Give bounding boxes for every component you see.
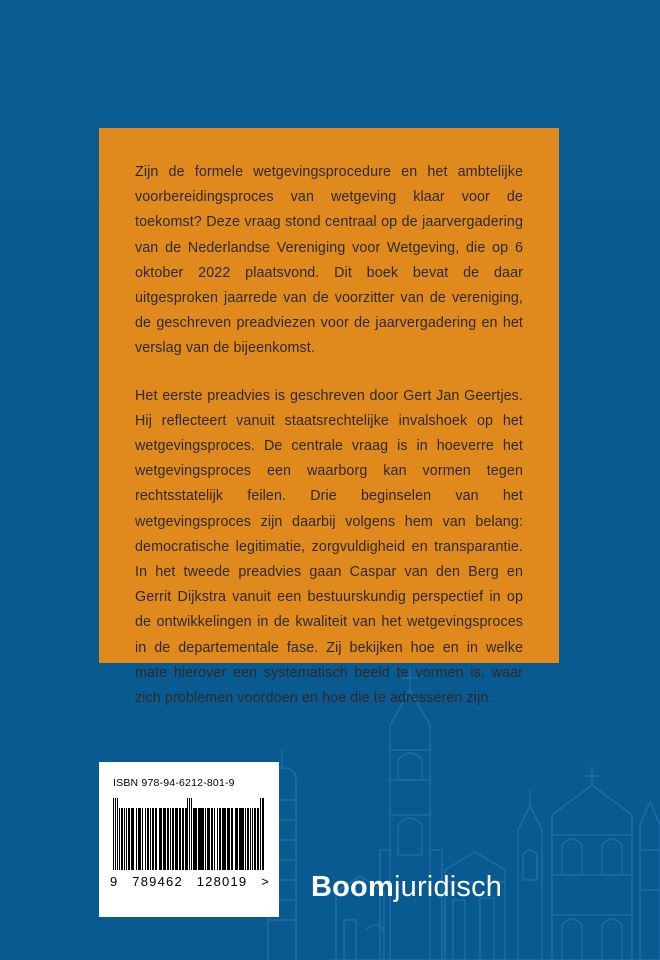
barcode-digit-group-4: > <box>261 874 270 889</box>
publisher-logo <box>311 871 502 904</box>
isbn-barcode <box>99 762 279 917</box>
blurb-paragraph-2: Het eerste preadvies is geschreven door Gert Jan Geertjes. Hij reflecteert vanuit staatsrechtelijke invalshoek op het wetgevingsproces. De centrale vraag is in hoeverre het wetgevingsproces een waarborg kan vormen tegen rechtsstatelijk feilen. Drie beginselen van het wetgevingsproces zijn daarbij volgens hem van belang: democratische legitimatie, zorgvuldigheid en transparantie. In het tweede preadvies gaan Caspar van den Berg en Gerrit Dijkstra vanuit een bestuurskundig perspectief in op de ontwikkelingen in de kwaliteit van het wetgevingsproces in de departementale fase. Zij bekijken hoe en in welke mate hierover een systematisch beeld te vormen is, waar zich problemen voordoen en hoe die te adresseren zijn. <box>135 387 523 707</box>
barcode-digits <box>110 874 270 889</box>
publisher-name-light: juridisch <box>393 871 503 903</box>
barcode-digit-group-2: 789462 <box>132 874 183 889</box>
barcode-bars <box>113 798 265 870</box>
isbn-label: ISBN 978-94-6212-801-9 <box>113 777 235 789</box>
barcode-digit-group-3: 128019 <box>196 874 248 889</box>
blurb-paragraph-1: Zijn de formele wetgevingsprocedure en het ambtelijke voorbereidingsproces van wetgeving klaar voor de toekomst? Deze vraag stond centraal op de jaarvergadering van de Nederlandse Vereniging voor Wetgeving, die op 6 oktober 2022 plaatsvond. Dit boek bevat de daar uitgesproken jaarrede van de voorzitter van de vereniging, de geschreven preadviezen voor de jaarvergadering en het verslag van de bijeenkomst. <box>135 164 523 357</box>
publisher-name-bold: Boom <box>311 871 394 903</box>
blurb-panel <box>99 128 559 707</box>
barcode-digit-group-1: 9 <box>110 874 119 889</box>
